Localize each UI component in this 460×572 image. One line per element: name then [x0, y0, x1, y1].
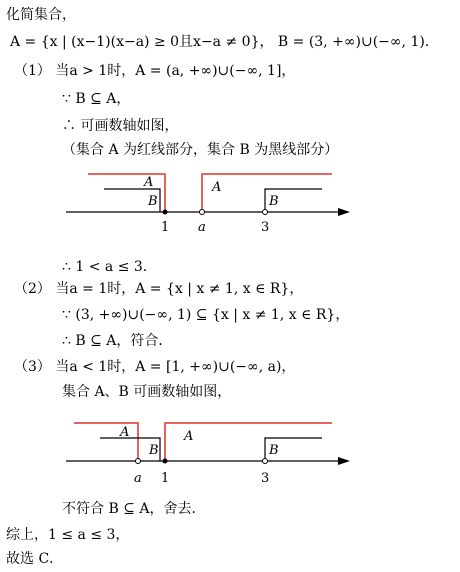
tick-a: a	[134, 471, 142, 486]
label-a-right: A	[212, 180, 222, 195]
number-line-figure-2	[0, 418, 460, 490]
tick-three: 3	[261, 471, 270, 486]
label-b-right: B	[269, 443, 279, 458]
tick-one: 1	[161, 471, 170, 486]
line-title: 化简集合，	[6, 7, 76, 23]
line-case3-result: 不符合 B ⊆ A，舍去．	[62, 501, 206, 517]
label-a-left: A	[144, 175, 154, 190]
point-a	[200, 210, 205, 215]
label-b-left: B	[148, 194, 158, 209]
axis-arrow-2	[338, 457, 350, 465]
label-a-right: A	[184, 429, 194, 444]
number-line-figure-1	[0, 164, 460, 234]
tick-one: 1	[161, 220, 170, 234]
line-case1-note: （集合 A 为红线部分，集合 B 为黑线部分）	[62, 142, 339, 158]
tick-a: a	[198, 220, 206, 234]
tick-three: 3	[261, 220, 270, 234]
point-three	[263, 210, 268, 215]
label-b-right: B	[269, 194, 279, 209]
label-a-left: A	[120, 425, 130, 440]
line-case1: （1） 当a > 1时，A = (a, +∞)∪(−∞, 1]，	[14, 63, 296, 79]
line-case3: （3） 当a < 1时，A = [1, +∞)∪(−∞, a)，	[14, 359, 296, 375]
line-answer: 故选 C．	[6, 551, 64, 567]
line-case1-result: ∴ 1 < a ≤ 3．	[62, 259, 157, 275]
line-case2-because: ∵ (3, +∞)∪(−∞, 1) ⊆ {x | x ≠ 1, x ∈ R}，	[62, 307, 350, 323]
line-sets: A = {x | (x−1)(x−a) ≥ 0且x−a ≠ 0}， B = (3, +∞)∪(−∞, 1)．	[10, 34, 439, 50]
line-case1-because: ∵ B ⊆ A，	[62, 91, 131, 107]
line-case2-result: ∴ B ⊆ A，符合．	[62, 333, 173, 349]
line-case2: （2） 当a = 1时，A = {x | x ≠ 1, x ∈ R}，	[14, 281, 304, 297]
label-b-left: B	[149, 443, 159, 458]
set-a-right-ray	[202, 174, 332, 212]
line-case1-therefore: ∴ 可画数轴如图，	[62, 118, 179, 134]
point-one	[163, 210, 168, 215]
point-one	[163, 459, 168, 464]
line-case3-draw: 集合 A、B 可画数轴如图，	[62, 384, 232, 400]
point-three	[263, 459, 268, 464]
line-summary: 综上，1 ≤ a ≤ 3，	[6, 527, 130, 543]
point-a	[136, 459, 141, 464]
axis-arrow-1	[338, 208, 350, 216]
